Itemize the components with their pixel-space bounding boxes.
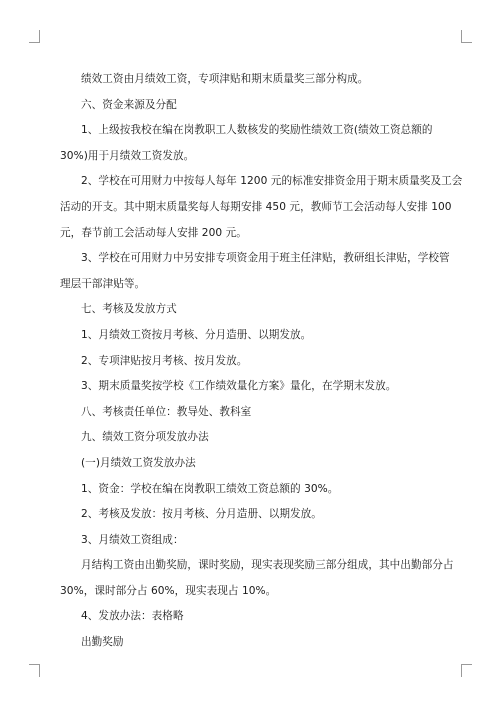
- text-line: 出勤奖励: [81, 636, 124, 649]
- text-line: 月结构工资由出勤奖励，课时奖励，现实表现奖励三部分组成，其中出勤部分占: [81, 559, 454, 572]
- text-line: (一)月绩效工资发放办法: [81, 456, 196, 469]
- text-line: 理层干部津贴等。: [60, 277, 146, 290]
- text-line: 1、上级按我校在编在岗教职工人数核发的奖励性绩效工资(绩效工资总额的: [81, 124, 433, 137]
- text-line: 4、发放办法：表格略: [81, 610, 184, 623]
- text-line: 六、资金来源及分配: [81, 98, 177, 111]
- text-line: 八、考核责任单位：教导处、教科室: [81, 405, 252, 418]
- text-line: 元，春节前工会活动每人安排 200 元。: [60, 226, 247, 239]
- text-line: 30%)用于月绩效工资发放。: [60, 149, 195, 162]
- text-line: 3、月绩效工资组成：: [81, 533, 184, 546]
- document-body: [60, 67, 463, 656]
- text-line: 1、月绩效工资按月考核、分月造册、以期发放。: [81, 328, 312, 341]
- text-line: 1、资金：学校在编在岗教职工绩效工资总额的 30%。: [81, 482, 339, 495]
- text-line: 2、考核及发放：按月考核、分月造册、以期发放。: [81, 508, 322, 521]
- crop-mark-top-right: [461, 30, 472, 43]
- text-line: 九、绩效工资分项发放办法: [81, 431, 209, 444]
- crop-mark-top-left: [29, 30, 40, 43]
- text-line: 七、考核及发放方式: [81, 303, 177, 316]
- crop-mark-bottom-right: [461, 664, 472, 677]
- text-line: 3、学校在可用财力中另安排专项资金用于班主任津贴，教研组长津贴，学校管: [81, 252, 450, 265]
- crop-mark-bottom-left: [29, 664, 40, 677]
- text-line: 2、专项津贴按月考核、按月发放。: [81, 354, 248, 367]
- text-line: 3、期末质量奖按学校《工作绩效量化方案》量化，在学期末发放。: [81, 380, 397, 393]
- text-line: 2、学校在可用财力中按每人每年 1200 元的标准安排资金用于期末质量奖及工会: [81, 175, 463, 188]
- text-line: 绩效工资由月绩效工资，专项津贴和期末质量奖三部分构成。: [81, 73, 369, 85]
- text-line: 活动的开支。其中期末质量奖每人每期安排 450 元，教师节工会活动每人安排 100: [60, 200, 452, 213]
- text-line: 30%，课时部分占 60%，现实表现占 10%。: [60, 584, 277, 597]
